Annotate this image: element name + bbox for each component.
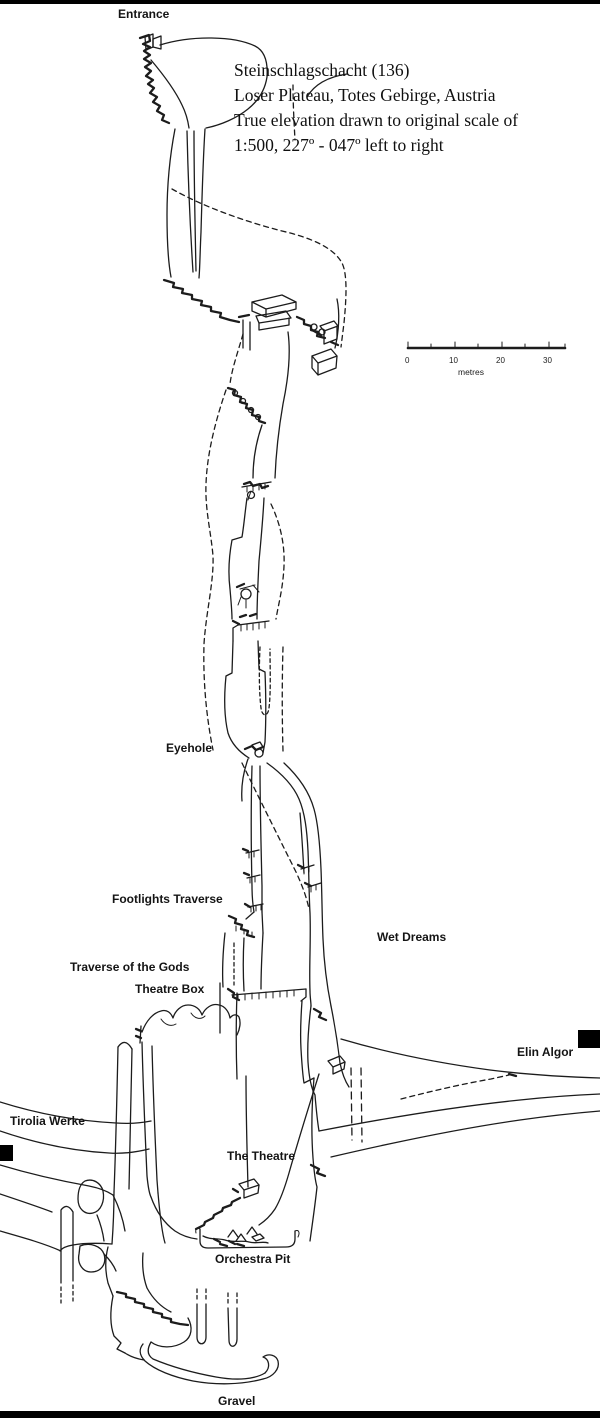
scale-tick-20: 20 (496, 356, 505, 365)
label-wet-dreams: Wet Dreams (377, 930, 447, 944)
title-block (234, 58, 518, 158)
label-theatre-box: Theatre Box (135, 982, 205, 996)
label-eyehole: Eyehole (166, 741, 213, 755)
scale-tick-0: 0 (405, 356, 410, 365)
tirolia-werke-passage (0, 1102, 151, 1303)
scale-bar (405, 342, 565, 377)
gravel-passage (106, 1247, 279, 1384)
title-line-2: Loser Plateau, Totes Gebirge, Austria (234, 85, 496, 105)
first-boulder-ledge (164, 280, 339, 350)
label-gravel: Gravel (218, 1394, 256, 1408)
label-traverse-of-the-gods: Traverse of the Gods (70, 960, 190, 974)
thin-left-shaft (60, 1042, 132, 1251)
title-line-1: Steinschlagschacht (136) (234, 60, 410, 80)
title-line-3: True elevation drawn to original scale of (234, 110, 519, 130)
eyehole-area (242, 742, 309, 912)
wet-dreams-shaft (267, 763, 349, 1131)
label-elin-algor: Elin Algor (517, 1045, 574, 1059)
label-orchestra-pit: Orchestra Pit (215, 1252, 291, 1266)
label-footlights-traverse: Footlights Traverse (112, 892, 223, 906)
label-the-theatre: The Theatre (227, 1149, 296, 1163)
fourth-shaft (225, 641, 283, 758)
scale-tick-10: 10 (449, 356, 458, 365)
theatre-chamber (136, 983, 325, 1244)
footlights-traverse-passage (223, 912, 263, 991)
label-entrance: Entrance (118, 7, 170, 21)
title-line-4: 1:500, 227º - 047º left to right (234, 135, 444, 155)
scale-tick-30: 30 (543, 356, 552, 365)
third-shaft (229, 498, 284, 641)
label-tirolia-werke: Tirolia Werke (10, 1114, 85, 1128)
scale-unit-label: metres (458, 367, 484, 377)
